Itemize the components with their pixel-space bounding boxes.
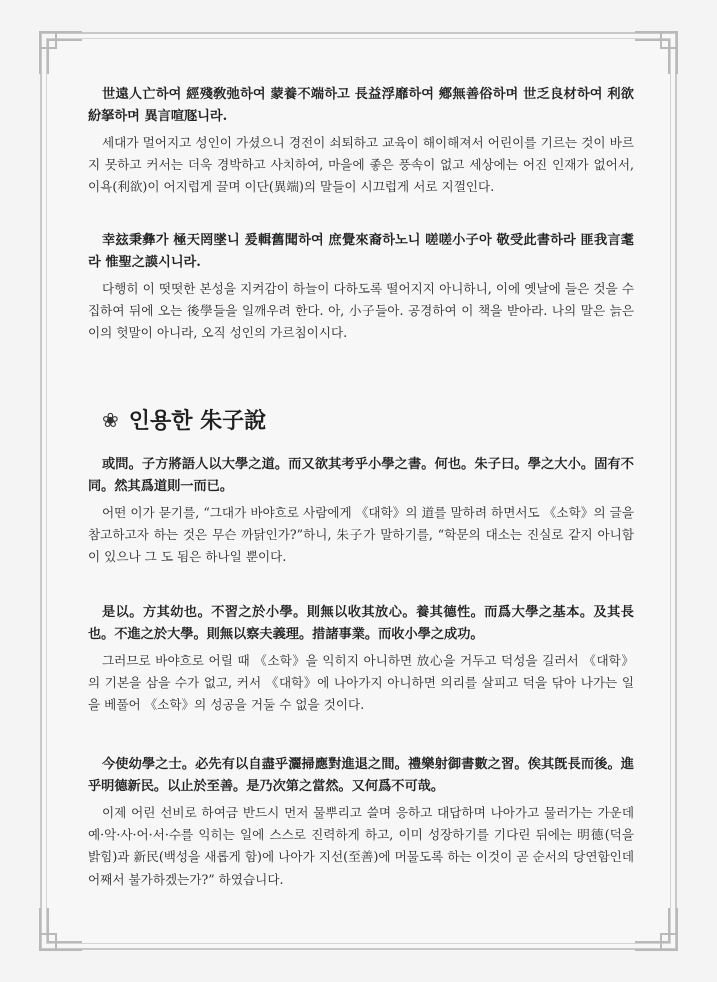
corner-ornament-icon (633, 30, 679, 76)
korean-translation: 다행히 이 떳떳한 본성을 지켜감이 하늘이 다하도록 떨어지지 아니하니, 이에 옛날에 들은 것을 수집하여 뒤에 오는 後學들을 일깨우려 한다. 아, 小子들아. 공경하여 이 책을 받아라. 나의 말은 늙은이의 헛말이 아니라, 오직 성인의 가르침이시다. (88, 281, 634, 341)
corner-ornament-icon (38, 30, 84, 76)
corner-ornament-icon (633, 906, 679, 952)
passage-block (88, 230, 634, 345)
passage-block (88, 84, 634, 199)
quote-block (88, 602, 634, 717)
korean-translation: 이제 어린 선비로 하여금 반드시 먼저 물뿌리고 쓸며 응하고 대답하며 나아가고 물러가는 가운데 예·악·사·어·서·수를 익히는 일에 스스로 진력하게 하고, 이미 성장하기를 기다린 뒤에는 明德(덕을 밝힘)과 新民(백성을 새롭게 함)에 나아가 지선(至善)에 머물도록 하는 이것이 곧 순서의 당연함인데 어째서 불가하겠는가?” 하였습니다. (88, 805, 634, 887)
quote-block (88, 754, 634, 891)
flower-icon: ❀ (102, 407, 119, 432)
section-heading (102, 404, 266, 435)
hanja-text: 幸玆秉彝가 極天罔墜니 爰輯舊聞하여 庶覺來裔하노니 嗟嗟小子아 敬受此書하라 匪我言耄라 惟聖之謨시니라. (88, 233, 634, 270)
korean-translation: 세대가 멀어지고 성인이 가셨으니 경전이 쇠퇴하고 교육이 해이해져서 어린이를 기르는 것이 바르지 못하고 커서는 더욱 경박하고 사치하여, 마을에 좋은 풍속이 없고 세상에는 어진 인재가 없어서, 이욕(利欲)이 어지럽게 끌며 이단(異端)의 말들이 시끄럽게 서로 지껄인다. (88, 135, 634, 195)
hanja-text: 今使幼學之士。必先有以自盡乎灑掃應對進退之間。禮樂射御書數之習。俟其旣長而後。進乎明德新民。以止於至善。是乃次第之當然。又何爲不可哉。 (88, 757, 634, 794)
korean-translation: 어떤 이가 묻기를, “그대가 바야흐로 사람에게 《대학》의 道를 말하려 하면서도 《소학》의 글을 참고하고자 하는 것은 무슨 까닭인가?”하니, 朱子가 말하기를, “학문의 대소는 진실로 같지 아니함이 있으나 그 도 됨은 하나일 뿐이다. (88, 505, 634, 565)
quote-block (88, 454, 634, 569)
hanja-text: 是以。方其幼也。不習之於小學。則無以收其放心。養其德性。而爲大學之基本。及其長也。不進之於大學。則無以察夫義理。措諸事業。而收小學之成功。 (88, 605, 634, 642)
hanja-text: 世遠人亡하여 經殘敎弛하여 蒙養不端하고 長益浮靡하여 鄕無善俗하며 世乏良材하여 利欲紛拏하며 異言喧豗니라. (88, 87, 634, 124)
corner-ornament-icon (38, 906, 84, 952)
hanja-text: 或問。子方將語人以大學之道。而又欲其考乎小學之書。何也。朱子曰。學之大小。固有不同。然其爲道則一而已。 (88, 457, 634, 494)
korean-translation: 그러므로 바야흐로 어릴 때 《소학》을 익히지 아니하면 放心을 거두고 덕성을 길러서 《대학》의 기본을 삼을 수가 없고, 커서 《대학》에 나아가지 아니하면 의리를 살피고 덕을 닦아 나가는 일을 베풀어 《소학》의 성공을 거둘 수 없을 것이다. (88, 653, 634, 713)
section-heading-text: 인용한 朱子說 (128, 408, 267, 434)
